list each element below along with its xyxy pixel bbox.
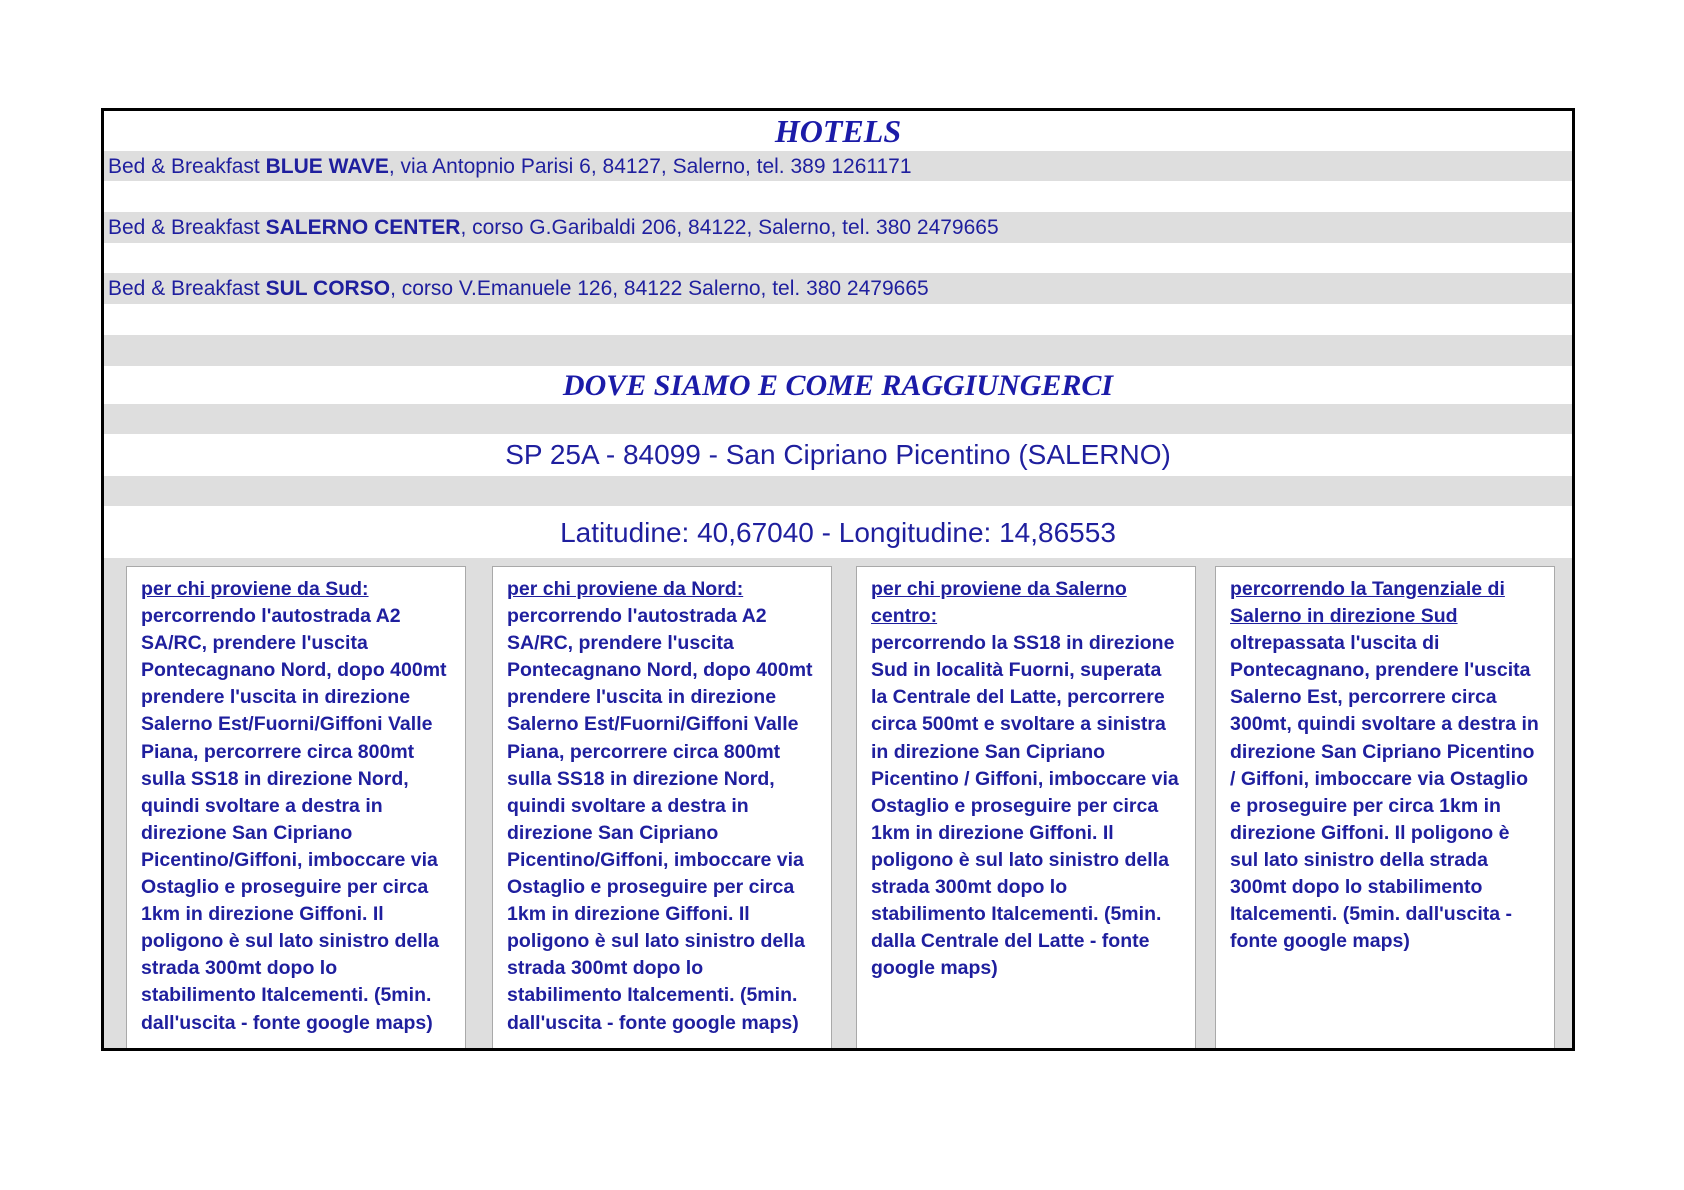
direction-heading: percorrendo la Tangenziale di Salerno in direzione Sud: [1230, 578, 1505, 628]
address-line: SP 25A - 84099 - San Cipriano Picentino (SALERNO): [104, 434, 1572, 476]
spacer-row: [104, 476, 1572, 506]
direction-heading: per chi proviene da Nord:: [507, 578, 744, 600]
direction-heading: per chi proviene da Salerno centro:: [871, 578, 1127, 628]
spacer-row: [104, 181, 1572, 212]
direction-text: oltrepassata l'uscita di Pontecagnano, prendere l'uscita Salerno Est, percorrere circa 300mt, quindi svoltare a destra in direzione San Cipriano Picentino / Giffoni, imboccare via Ostaglio e proseguire per circa 1km in direzione Giffoni. Il poligono è sul lato sinistro della strada 300mt dopo lo stabilimento Italcementi. (5min. dall'uscita - fonte google maps): [1230, 632, 1539, 953]
hotel-details: , corso V.Emanuele 126, 84122 Salerno, tel. 380 2479665: [390, 277, 929, 300]
direction-heading: per chi proviene da Sud:: [141, 578, 369, 600]
hotel-name: SALERNO CENTER: [265, 216, 461, 239]
hotel-prefix: Bed & Breakfast: [108, 277, 266, 300]
spacer-row: [104, 243, 1572, 273]
directions-area: [104, 558, 1572, 1048]
hotel-entry: [104, 212, 1572, 243]
hotel-name: BLUE WAVE: [265, 155, 389, 178]
directions-from-salerno-centro: [856, 566, 1196, 1051]
direction-text: percorrendo l'autostrada A2 SA/RC, prendere l'uscita Pontecagnano Nord, dopo 400mt prendere l'uscita in direzione Salerno Est/Fuorni/Giffoni Valle Piana, percorrere circa 800mt sulla SS18 in direzione Nord, quindi svoltare a destra in direzione San Cipriano Picentino/Giffoni, imboccare via Ostaglio e proseguire per circa 1km in direzione Giffoni. Il poligono è sul lato sinistro della strada 300mt dopo lo stabilimento Italcementi. (5min. dall'uscita - fonte google maps): [141, 605, 447, 1034]
directions-from-north: [492, 566, 832, 1051]
direction-text: percorrendo la SS18 in direzione Sud in località Fuorni, superata la Centrale del Latte, percorrere circa 500mt e svoltare a sinistra in direzione San Cipriano Picentino / Giffoni, imboccare via Ostaglio e proseguire per circa 1km in direzione Giffoni. Il poligono è sul lato sinistro della strada 300mt dopo lo stabilimento Italcementi. (5min. dalla Centrale del Latte - fonte google maps): [871, 632, 1179, 980]
info-sheet: [101, 108, 1575, 1051]
hotel-details: , corso G.Garibaldi 206, 84122, Salerno, tel. 380 2479665: [460, 216, 999, 239]
hotel-entry: [104, 151, 1572, 181]
spacer-row: [104, 404, 1572, 434]
directions-from-south: [126, 566, 466, 1051]
hotel-name: SUL CORSO: [265, 277, 391, 300]
spacer-row: [104, 335, 1572, 366]
hotel-prefix: Bed & Breakfast: [108, 216, 266, 239]
directions-from-tangenziale: [1215, 566, 1555, 1051]
hotel-prefix: Bed & Breakfast: [108, 155, 266, 178]
hotel-entry: [104, 273, 1572, 304]
direction-text: percorrendo l'autostrada A2 SA/RC, prendere l'uscita Pontecagnano Nord, dopo 400mt prendere l'uscita in direzione Salerno Est/Fuorni/Giffoni Valle Piana, percorrere circa 800mt sulla SS18 in direzione Nord, quindi svoltare a destra in direzione San Cipriano Picentino/Giffoni, imboccare via Ostaglio e proseguire per circa 1km in direzione Giffoni. Il poligono è sul lato sinistro della strada 300mt dopo lo stabilimento Italcementi. (5min. dall'uscita - fonte google maps): [507, 605, 813, 1034]
hotels-title: HOTELS: [104, 111, 1572, 151]
hotel-details: , via Antopnio Parisi 6, 84127, Salerno, tel. 389 1261171: [388, 155, 912, 178]
spacer-row: [104, 304, 1572, 335]
coordinates-line: Latitudine: 40,67040 - Longitudine: 14,86553: [104, 506, 1572, 558]
location-title: DOVE SIAMO E COME RAGGIUNGERCI: [104, 366, 1572, 404]
